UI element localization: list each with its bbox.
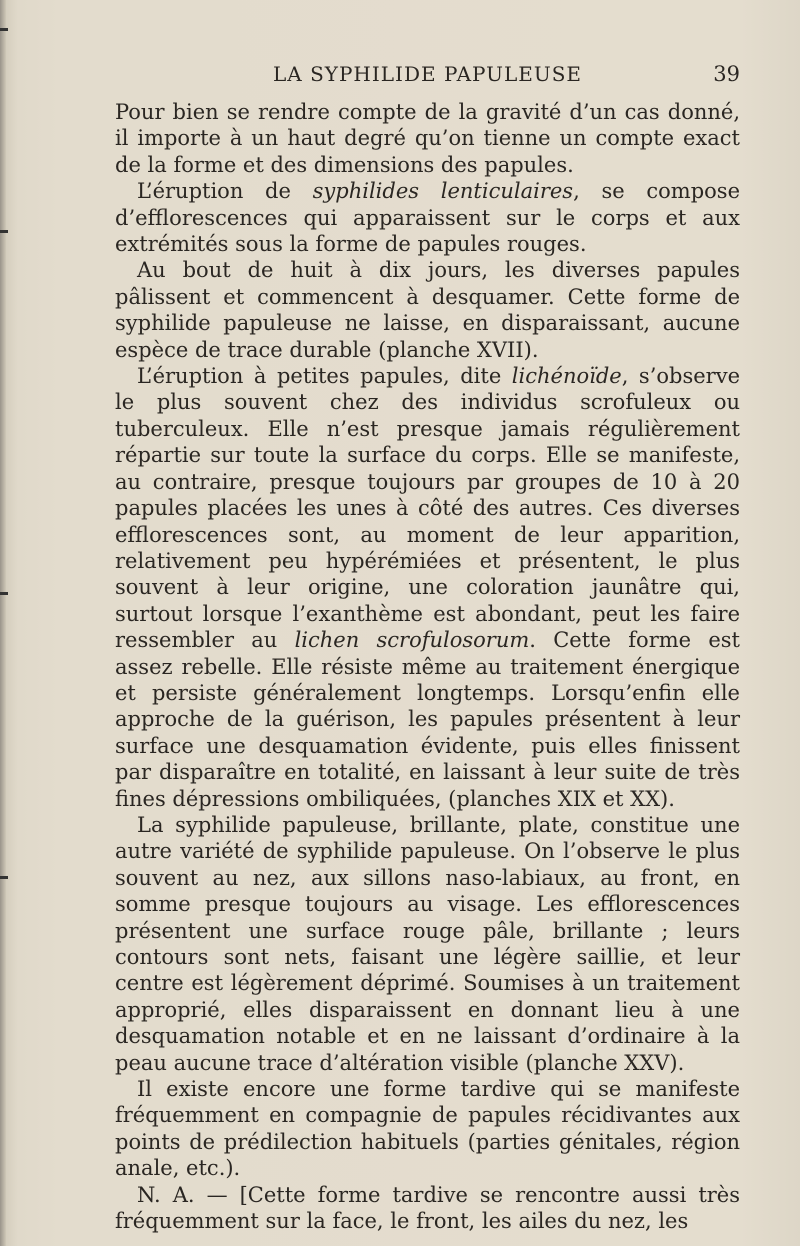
text-run: Au bout de huit à dix jours, les diverses papules pâlissent et commencent à desquamer. Cette forme de syphilide papuleuse ne laisse, en disparaissant, aucune espèce de trace durable (planche XVII). xyxy=(115,258,740,362)
italic-text: lichen scrofulosorum xyxy=(294,628,530,653)
text-run: L’éruption à petites papules, dite xyxy=(137,364,512,389)
edge-mark xyxy=(0,28,8,31)
paragraph xyxy=(115,812,740,1076)
page-edge xyxy=(0,0,6,1246)
text-run: . Cette forme est assez rebelle. Elle résiste même au traitement énergique et persiste généralement longtemps. Lorsqu’enfin elle approche de la guérison, les papules présentent à leur surface une desquamation évidente, puis elles finissent par disparaître en totalité, en laissant à leur suite de très fines dépressions ombiliquées, (planches XIX et XX). xyxy=(115,628,740,811)
text-run: N. A. — [Cette forme tardive se rencontre aussi très fréquemment sur la face, le front, les ailes du nez, les xyxy=(115,1182,740,1234)
body-text xyxy=(115,99,740,1234)
text-run: Pour bien se rendre compte de la gravité d’un cas donné, il importe à un haut degré qu’on tienne un compte exact de la forme et des dimensions des papules. xyxy=(115,100,740,177)
text-run: La syphilide papuleuse, brillante, plate, constitue une autre variété de syphilide papuleuse. On l’observe le plus souvent au nez, aux sillons naso-labiaux, au front, en somme presque toujours au visage. Les efflorescences présentent une surface rouge pâle, brillante ; leurs contours sont nets, faisant une légère saillie, et leur centre est légèrement déprimé. Soumises à un traitement approprié, elles disparaissent en donnant lieu à une desquamation notable et en ne laissant d’ordinaire à la peau aucune trace d’altération visible (planche XXV). xyxy=(115,812,740,1075)
paragraph xyxy=(115,1182,740,1235)
italic-text: lichénoïde xyxy=(511,364,622,389)
italic-text: syphilides lenticulaires xyxy=(312,179,574,204)
running-title: LA SYPHILIDE PAPULEUSE xyxy=(272,62,583,86)
edge-mark xyxy=(0,876,8,879)
text-run: , se compose d’efflorescences qui apparaissent sur le corps et aux extrémités sous la forme de papules rouges. xyxy=(115,179,740,257)
text-run: L’éruption de xyxy=(137,179,313,204)
paragraph xyxy=(115,257,740,363)
text-run: Il existe encore une forme tardive qui se manifeste fréquemment en compagnie de papules récidivantes aux points de prédilection habituels (parties génitales, région anale, etc.). xyxy=(115,1077,740,1181)
paragraph xyxy=(115,99,740,178)
edge-mark xyxy=(0,230,8,233)
page-header xyxy=(115,62,740,90)
text-run: , s’observe le plus souvent chez des individus scrofuleux ou tuberculeux. Elle n’est presque jamais régulièrement répartie sur toute la surface du corps. Elle se manifeste, au contraire, presque toujours par groupes de 10 à 20 papules placées les unes à côté des autres. Ces diverses efflorescences sont, au moment de leur apparition, relativement peu hypérémiées et présentent, le plus souvent à leur origine, une coloration jaunâtre qui, surtout lorsque l’exanthème est abondant, peut les faire ressembler au xyxy=(115,364,740,653)
paragraph xyxy=(115,1076,740,1182)
page-number: 39 xyxy=(713,62,740,86)
edge-mark xyxy=(0,592,8,595)
paragraph xyxy=(115,178,740,257)
paragraph xyxy=(115,363,740,812)
